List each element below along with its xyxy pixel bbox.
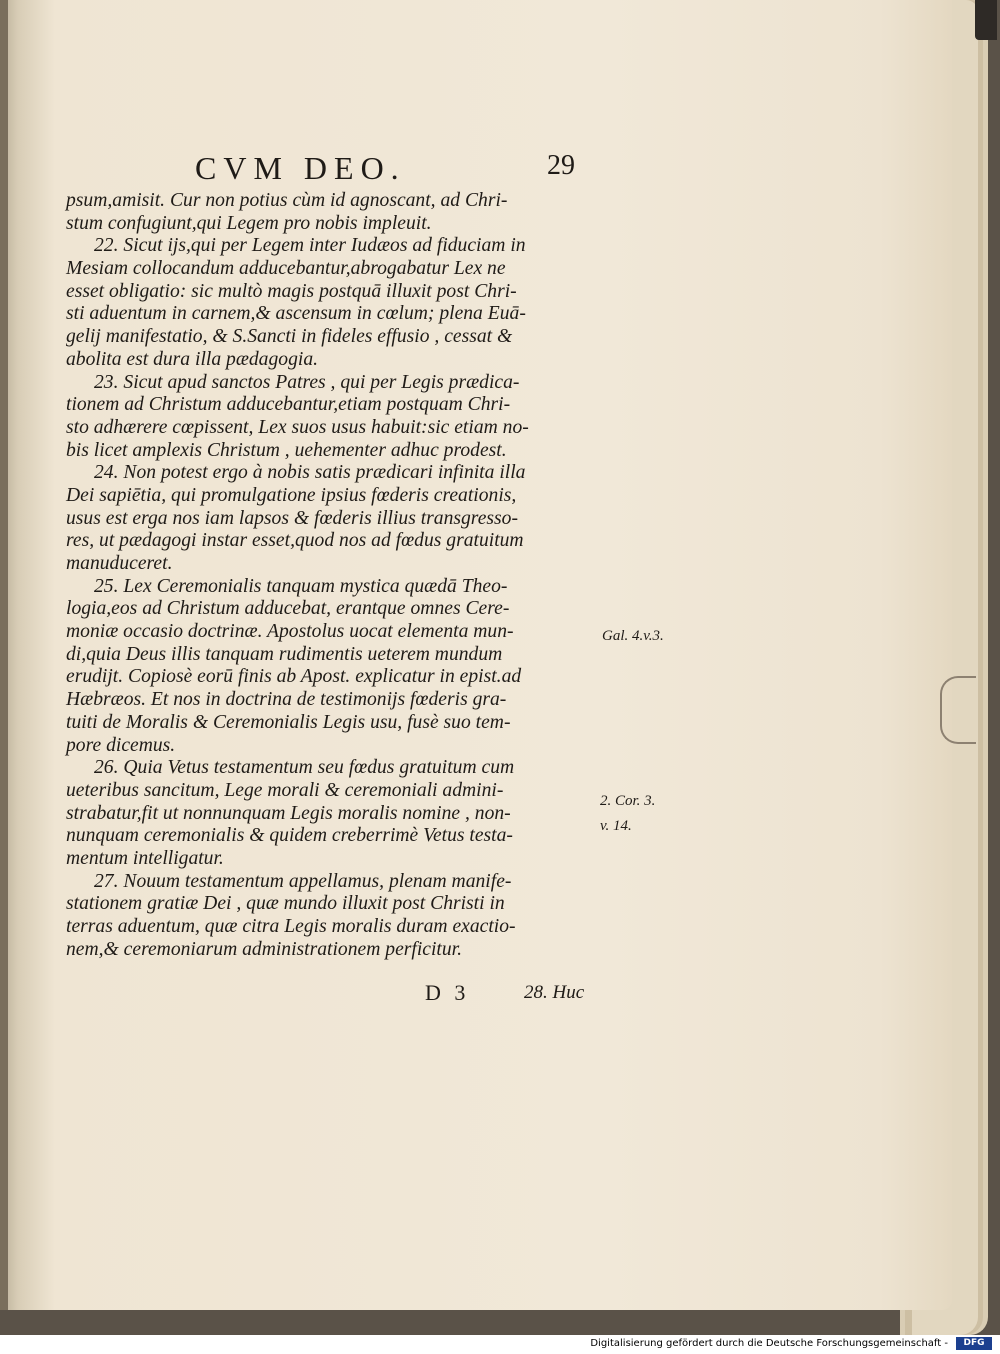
running-head — [195, 150, 575, 194]
binding-gutter — [0, 0, 8, 1310]
text-line: stationem gratiæ Dei , quæ mundo illuxit post Christi in — [66, 893, 505, 915]
marginal-note-gal: Gal. 4.v.3. — [602, 628, 664, 644]
text-line: 24. Non potest ergo à nobis satis prædicari infinita illa — [94, 462, 526, 484]
text-line: manuduceret. — [66, 553, 173, 574]
marginal-note-cor: 2. Cor. 3. — [600, 793, 656, 809]
footer-bar — [0, 1335, 1000, 1354]
text-line: moniæ occasio doctrinæ. Apostolus uocat elementa mun- — [66, 621, 514, 643]
marginal-note-cor-verse: v. 14. — [600, 818, 632, 834]
text-line: res, ut pædagogi instar esset,quod nos ad fœdus gratuitum — [66, 530, 524, 552]
text-line: 27. Nouum testamentum appellamus, plenam manife- — [94, 870, 512, 892]
text-line: tuiti de Moralis & Ceremonialis Legis usu, fusè suo tem- — [66, 711, 511, 733]
text-line: bis licet amplexis Christum , uehementer adhuc prodest. — [66, 439, 507, 461]
text-line: nunquam ceremonialis & quidem creberrimè Vetus testa- — [66, 825, 513, 847]
text-line: logia,eos ad Christum adducebat, erantque omnes Cere- — [66, 598, 510, 620]
text-line: Hæbræos. Et nos in doctrina de testimonijs fœderis gra- — [66, 689, 507, 711]
funding-credit: Digitalisierung gefördert durch die Deutsche Forschungsgemeinschaft - — [590, 1338, 948, 1349]
text-line: 25. Lex Ceremonialis tanquam mystica quædā Theo- — [94, 575, 508, 597]
signature-mark: D 3 — [425, 980, 470, 1005]
text-line: nem,& ceremoniarum administrationem perficitur. — [66, 938, 463, 960]
text-line: terras aduentum, quæ citra Legis moralis duram exactio- — [66, 916, 516, 937]
text-line: 22. Sicut ijs,qui per Legem inter Iudæos ad fiduciam in — [94, 235, 526, 257]
clip-mark — [940, 676, 976, 744]
catchword: 28. Huc — [524, 982, 585, 1003]
text-line: Mesiam collocandum adducebantur,abrogabatur Lex ne — [66, 258, 506, 280]
body-text — [66, 190, 596, 961]
text-line: abolita est dura illa pædagogia. — [66, 348, 319, 370]
dfg-logo: DFG — [956, 1337, 992, 1350]
text-line: usus est erga nos iam lapsos & fœderis illius transgresso- — [66, 507, 518, 529]
text-line: mentum intelligatur. — [66, 847, 224, 869]
text-line: sto adhærere cœpissent, Lex suos usus habuit:sic etiam no- — [66, 416, 529, 438]
text-line: pore dicemus. — [66, 734, 176, 756]
text-line: 23. Sicut apud sanctos Patres , qui per Legis prædica- — [94, 371, 520, 393]
text-line: esset obligatio: sic multò magis postquā illuxit post Chri- — [66, 280, 517, 302]
text-line: sti aduentum in carnem,& ascensum in cœlum; plena Euā- — [66, 303, 526, 325]
text-line: di,quia Deus illis tanquam rudimentis ueterem mundum — [66, 643, 503, 665]
text-line: 26. Quia Vetus testamentum seu fœdus gratuitum cum — [94, 757, 515, 779]
text-line: ueteribus sancitum, Lege morali & ceremoniali admini- — [66, 779, 504, 801]
text-line: erudijt. Copiosè eorū finis ab Apost. explicatur in epist.ad — [66, 666, 522, 688]
page-number: 29 — [547, 150, 575, 181]
text-line: strabatur,fit ut nonnunquam Legis moralis nomine , non- — [66, 802, 511, 824]
corner-tab — [975, 0, 997, 40]
text-line: tionem ad Christum adducebantur,etiam postquam Chri- — [66, 394, 511, 416]
text-line: gelij manifestatio, & S.Sancti in fideles effusio , cessat & — [66, 326, 513, 348]
running-head-title: CVM DEO. — [195, 150, 406, 186]
text-line: Dei sapiētia, qui promulgatione ipsius fœderis creationis, — [66, 484, 517, 506]
text-line: psum,amisit. Cur non potius cùm id agnoscant, ad Chri- — [66, 190, 508, 211]
text-line: stum confugiunt,qui Legem pro nobis impleuit. — [66, 212, 432, 234]
